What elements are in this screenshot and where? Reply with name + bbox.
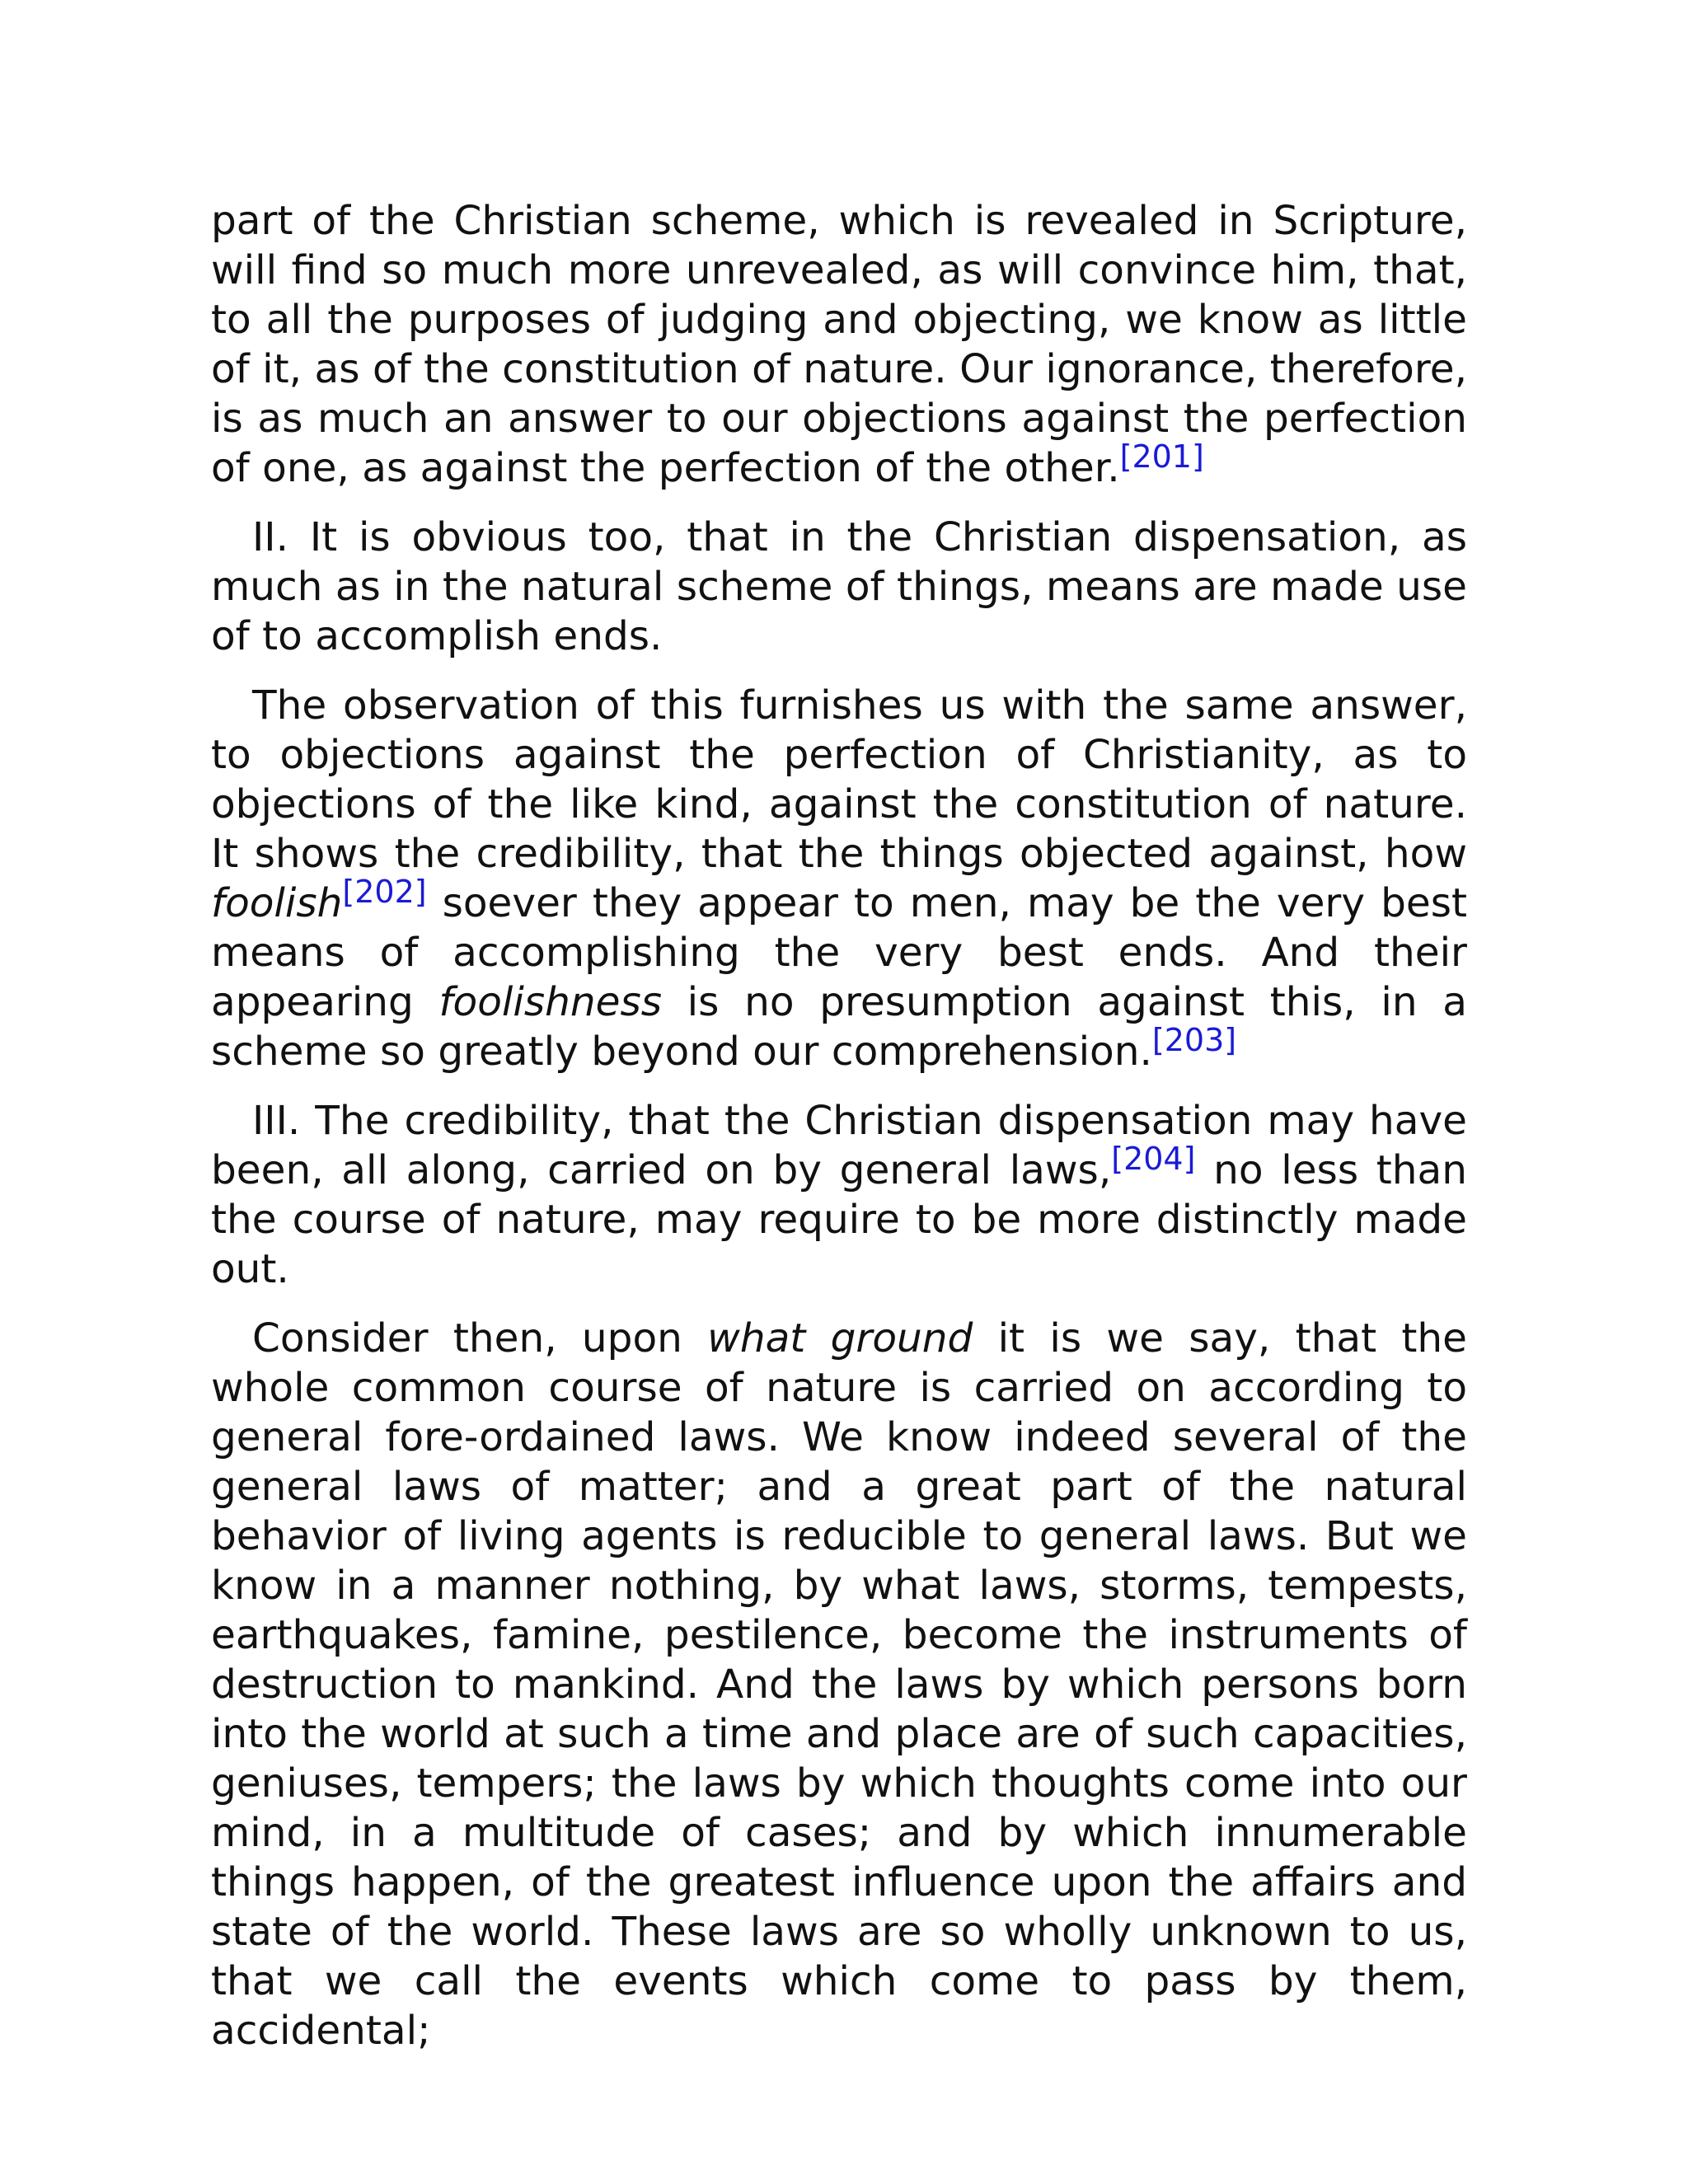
paragraph-continuation: [211, 196, 1467, 493]
paragraph-text: it is we say, that the whole common course of nature is carried on according to general fore-ordained laws. We know indeed several of the general laws of matter; and a great part of the natural behavior of living agents is reducible to general laws. But we know in a manner nothing, by what laws, storms, tempests, earthquakes, famine, pestilence, become the instruments of destruction to mankind. And the laws by which persons born into the world at such a time and place are of such capacities, geniuses, tempers; the laws by which thoughts come into our mind, in a multitude of cases; and by which innumerable things happen, of the greatest influence upon the affairs and state of the world. These laws are so wholly unknown to us, that we call the events which come to pass by them, accidental;: [211, 1315, 1467, 2054]
paragraph-general-laws: [211, 1096, 1467, 1294]
paragraph-text: III. The credibility, that the Christian dispensation may have been, all along, carried on by general laws,: [211, 1098, 1467, 1193]
paragraph-consider-then: [211, 1314, 1467, 2055]
footnote-link-202[interactable]: [202]: [342, 873, 427, 910]
paragraph-text: is no presumption against this, in a scheme so greatly beyond our comprehension.: [211, 979, 1467, 1075]
paragraph-text: soever they appear to men, may be the very best means of accomplishing the very best ends. And their appearing: [211, 880, 1467, 1025]
italic-word-foolish: foolish: [211, 880, 343, 926]
footnote-link-204[interactable]: [204]: [1111, 1140, 1196, 1177]
paragraph-text: part of the Christian scheme, which is revealed in Scripture, will find so much more unrevealed, as will convince him, that, to all the purposes of judging and objecting, we know as little of it, as of the constitution of nature. Our ignorance, therefore, is as much an answer to our objections against the perfection of one, as against the perfection of the other.: [211, 198, 1467, 491]
footnote-link-203[interactable]: [203]: [1151, 1021, 1237, 1058]
paragraph-text: The observation of this furnishes us with the same answer, to objections against the perfection of Christianity, as to objections of the like kind, against the constitution of nature. It shows the credibility, that the things objected against, how: [211, 682, 1467, 877]
footnote-link-201[interactable]: [201]: [1119, 438, 1204, 475]
italic-word-foolishness: foolishness: [438, 979, 662, 1025]
document-page: [211, 196, 1467, 2075]
paragraph-text: II. It is obvious too, that in the Christian dispensation, as much as in the natural scheme of things, means are made use of to accomplish ends.: [211, 514, 1467, 659]
paragraph-text: Consider then, upon: [252, 1315, 708, 1361]
paragraph-text: no less than the course of nature, may require to be more distinctly made out.: [211, 1147, 1467, 1292]
paragraph-observation: [211, 681, 1467, 1076]
italic-phrase-what-ground: what ground: [707, 1315, 973, 1361]
paragraph-means-and-ends: [211, 513, 1467, 661]
